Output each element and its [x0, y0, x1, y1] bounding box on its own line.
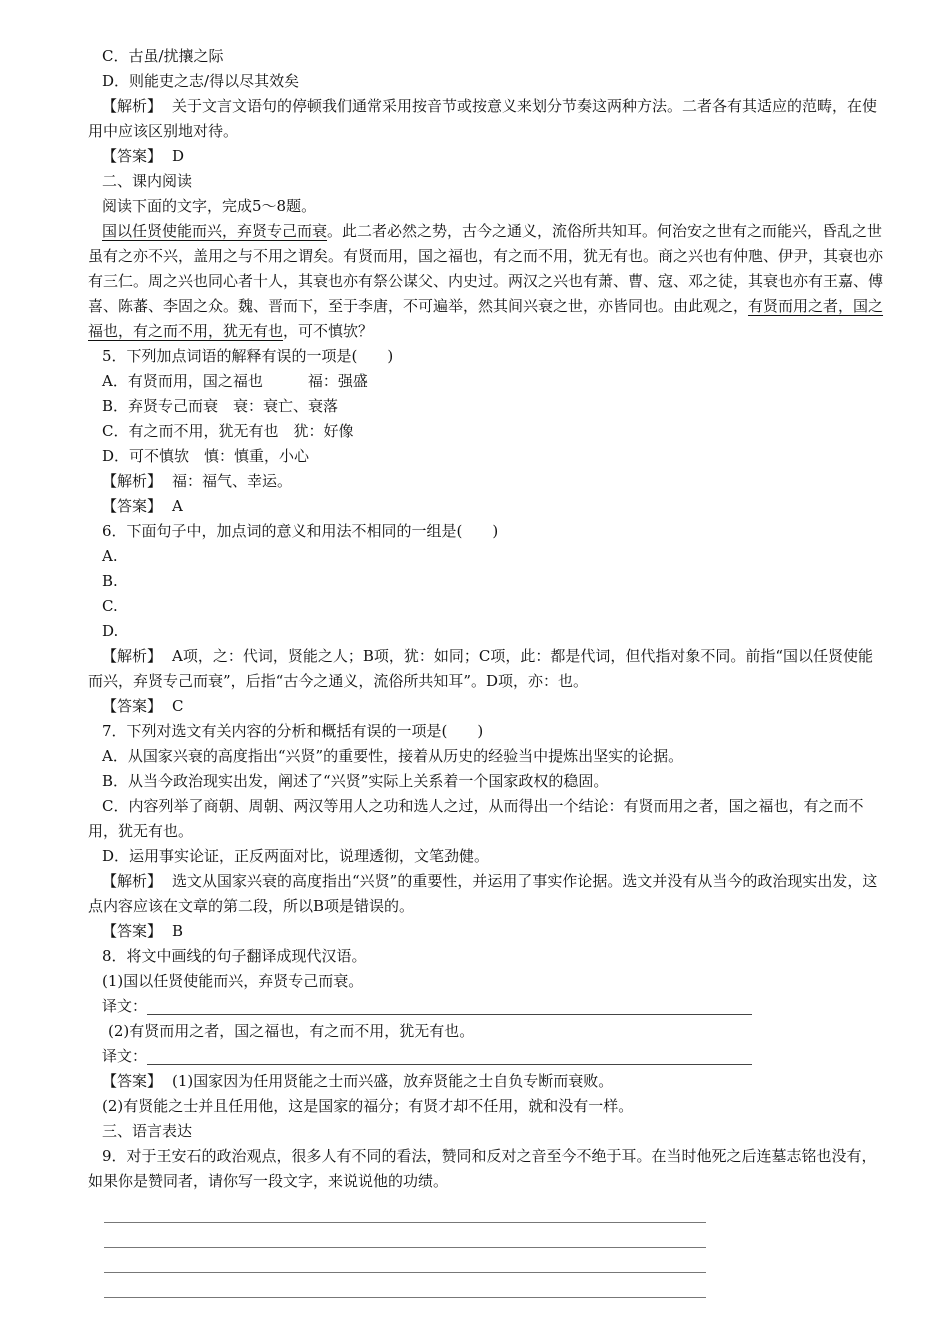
- answer-block: [88, 144, 884, 169]
- q5-answer: [88, 494, 884, 519]
- analysis-text: A项，之：代词，贤能之人；B项，犹：如同；C项，此：都是代词，但代指对象不同。前指“国以任贤使能而兴，弃贤专己而衰”，后指“古今之通义，流俗所共知耳”。D项，亦：也。: [88, 647, 874, 690]
- answer-line-4[interactable]: [104, 1273, 706, 1298]
- analysis-tag: 【解析】: [102, 97, 163, 115]
- q6-option-b: B.: [102, 572, 118, 590]
- q7-option-c: C．内容列举了商朝、周朝、两汉等用人之功和选人之过，从而得出一个结论：有贤而用之者，国之福也，有之而不用，犹无有也。: [88, 797, 864, 840]
- question-6-stem: 6．下面句子中，加点词的意义和用法不相同的一组是( ): [102, 522, 499, 540]
- q6-option-d: D.: [102, 622, 119, 640]
- answer-tag: 【答案】: [102, 922, 163, 940]
- q7-option-b: B．从当今政治现实出发，阐述了“兴贤”实际上关系着一个国家政权的稳固。: [102, 772, 609, 790]
- answer-tag: 【答案】: [102, 497, 163, 515]
- q5-option-b: B．弃贤专己而衰 衰：衰亡、衰落: [102, 397, 339, 415]
- q8-sentence-2: (2)有贤而用之者，国之福也，有之而不用，犹无有也。: [108, 1022, 475, 1040]
- underlined-sentence-2: 有贤而用之者，国之福也，有之而不用，犹无有也: [88, 297, 884, 340]
- q8-answer-1: [88, 1069, 884, 1094]
- q7-answer: [88, 919, 884, 944]
- answer-value: C: [172, 697, 184, 715]
- passage-end: ，可不慎欤？: [283, 322, 374, 340]
- question-8-stem: 8．将文中画线的句子翻译成现代汉语。: [102, 947, 367, 965]
- answer-tag: 【答案】: [102, 147, 163, 165]
- passage-body: 。此二者必然之势，古今之通义，流俗所共知耳。何治安之世有之而能兴，昏乱之世虽有之亦不兴，盖用之与不用之谓矣。有贤而用，国之福也，有之而不用，犹无有也。商之兴也有仲虺、伊尹，其衰也亦有三仁。周之兴也同心者十人，其衰也亦有祭公谋父、内史过。两汉之兴也有萧、曹、寇、邓之徒，其衰也亦有王嘉、傅喜、陈蕃、李固之众。魏、晋而下，至于李唐，不可遍举，然其间兴衰之世，亦皆同也。由此观之，: [88, 222, 884, 315]
- reading-passage: [88, 219, 884, 344]
- analysis-tag: 【解析】: [102, 872, 163, 890]
- q8-translation-1: [88, 994, 884, 1019]
- q5-option-c: C．有之而不用，犹无有也 犹：好像: [102, 422, 354, 440]
- answer-line-2[interactable]: [104, 1223, 706, 1248]
- q7-option-a: A．从国家兴衰的高度指出“兴贤”的重要性，接着从历史的经验当中提炼出坚实的论据。: [102, 747, 684, 765]
- option-c: C．古虽/扰攘之际: [102, 47, 224, 65]
- q8-sentence-1: (1)国以任贤使能而兴，弃贤专己而衰。: [102, 972, 364, 990]
- q8-translation-2: [88, 1044, 884, 1069]
- section-heading: 二、课内阅读: [102, 172, 193, 190]
- question-5-stem: 5．下列加点词语的解释有误的一项是( ): [102, 347, 394, 365]
- q5-option-a: A．有贤而用，国之福也 福：强盛: [102, 372, 368, 390]
- q6-option-c: C.: [102, 597, 118, 615]
- q7-option-d: D．运用事实论证，正反两面对比，说理透彻，文笔劲健。: [102, 847, 490, 865]
- reading-instruction: 阅读下面的文字，完成5～8题。: [102, 197, 317, 215]
- q5-analysis: [88, 469, 884, 494]
- analysis-tag: 【解析】: [102, 647, 163, 665]
- analysis-text: 福：福气、幸运。: [172, 472, 293, 490]
- q6-analysis: [88, 644, 884, 694]
- answer-tag: 【答案】: [102, 697, 163, 715]
- section-heading: 三、语言表达: [102, 1122, 193, 1140]
- question-9-stem: 9．对于王安石的政治观点，很多人有不同的看法，赞同和反对之音至今不绝于耳。在当时他死之后连墓志铭也没有，如果你是赞同者，请你写一段文字，来说说他的功绩。: [88, 1147, 877, 1190]
- answer-tag: 【答案】: [102, 1072, 163, 1090]
- q6-option-a: A.: [102, 547, 118, 565]
- q8-answer-2: (2)有贤能之士并且任用他，这是国家的福分；有贤才却不任用，就和没有一样。: [102, 1097, 634, 1115]
- analysis-text: 选文从国家兴衰的高度指出“兴贤”的重要性，并运用了事实作论据。选文并没有从当今的政治现实出发，这点内容应该在文章的第二段，所以B项是错误的。: [88, 872, 878, 915]
- answer-value: D: [172, 147, 185, 165]
- translation-blank-1[interactable]: [147, 996, 752, 1015]
- q7-analysis: [88, 869, 884, 919]
- analysis-block: [88, 94, 884, 144]
- q5-option-d: D．可不慎欤 慎：慎重，小心: [102, 447, 310, 465]
- translation-blank-2[interactable]: [147, 1046, 752, 1065]
- option-d: D．则能吏之志/得以尽其效矣: [102, 72, 300, 90]
- translation-label: 译文：: [102, 1047, 148, 1065]
- answer-line-1[interactable]: [104, 1198, 706, 1223]
- analysis-tag: 【解析】: [102, 472, 163, 490]
- answer-value: A: [172, 497, 183, 515]
- underlined-sentence-1: 国以任贤使能而兴，弃贤专己而衰: [102, 222, 328, 240]
- translation-label: 译文：: [102, 997, 148, 1015]
- question-7-stem: 7．下列对选文有关内容的分析和概括有误的一项是( ): [102, 722, 484, 740]
- answer-value: B: [172, 922, 184, 940]
- answer-line-3[interactable]: [104, 1248, 706, 1273]
- analysis-text: 关于文言文语句的停顿我们通常采用按音节或按意义来划分节奏这两种方法。二者各有其适应的范畴，在使用中应该区别地对待。: [88, 97, 878, 140]
- q6-answer: [88, 694, 884, 719]
- answer-text-1: (1)国家因为任用贤能之士而兴盛，放弃贤能之士自负专断而衰败。: [172, 1072, 614, 1090]
